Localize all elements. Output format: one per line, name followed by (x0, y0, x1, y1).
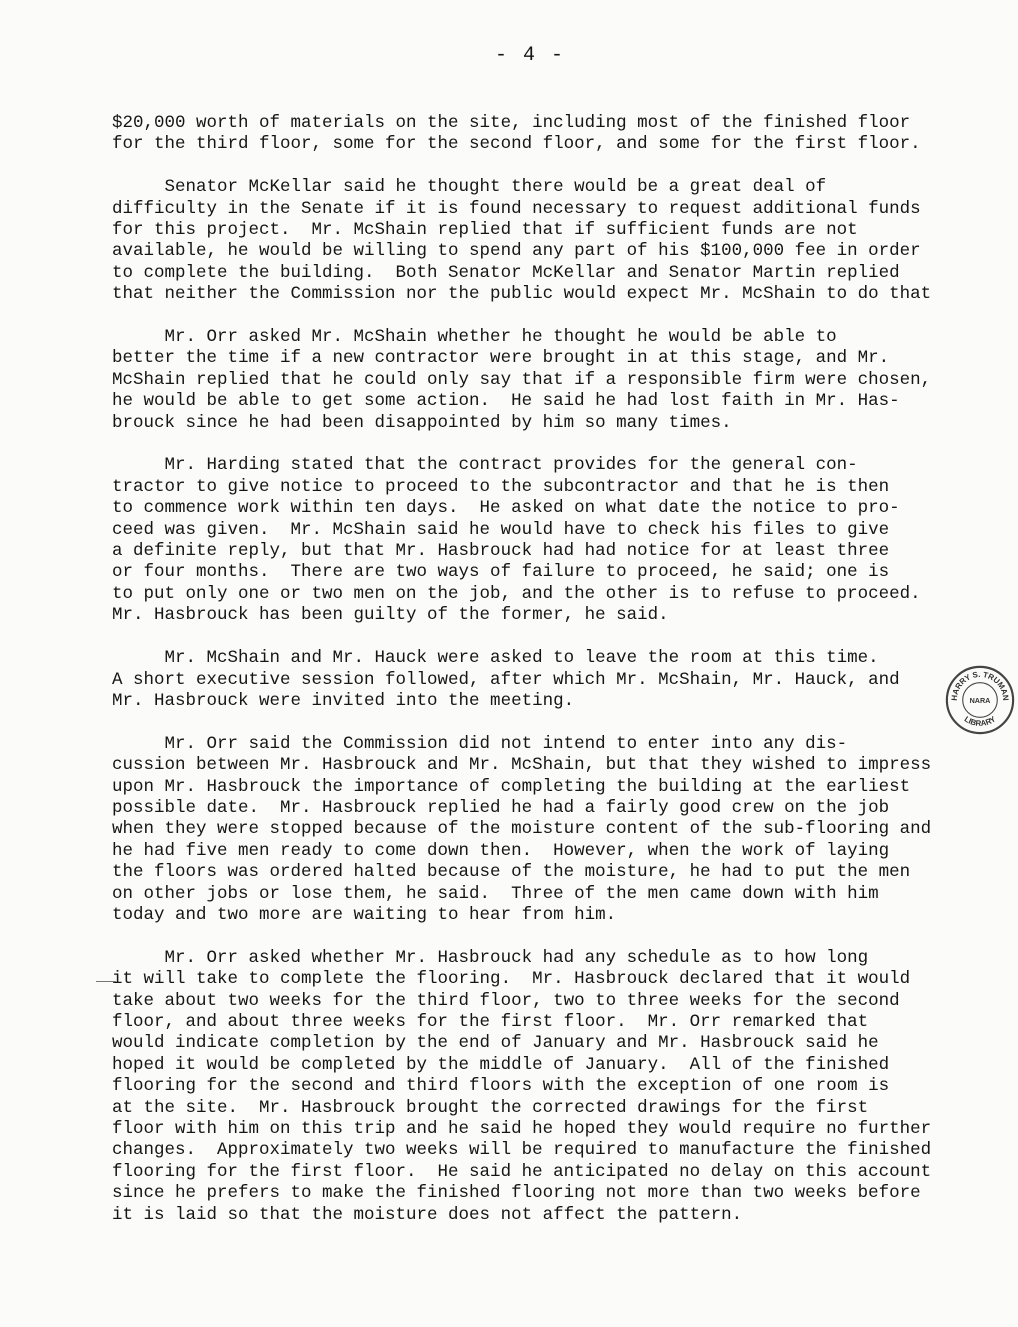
paragraph-4: Mr. Harding stated that the contract provides for the general con- tractor to give notice to proceed to the subcontractor and that he is then to commence work within ten days. He asked on what date the notice to pro- ceed was given. Mr. McShain said he would have to check his files to give a definite reply, but that Mr. Hasbrouck had had notice for at least three or four months. There are two ways of failure to proceed, he said; one is to put only one or two men on the job, and the other is to refuse to proceed. Mr. Hasbrouck has been guilty of the former, he said. (112, 455, 921, 626)
page-number: - 4 - (494, 44, 565, 67)
paragraph-1: $20,000 worth of materials on the site, including most of the finished floor for the third floor, some for the second floor, and some for the first floor. (112, 113, 921, 155)
library-stamp (944, 664, 1016, 736)
stamp-top-text: HARRY S. TRUMAN (949, 669, 1011, 702)
paragraph-2: Senator McKellar said he thought there would be a great deal of difficulty in the Senate if it is found necessary to request additional funds for this project. Mr. McShain replied that if sufficient funds are not available, he would be willing to spend any part of his $100,000 fee in order to complete the building. Both Senator McKellar and Senator Martin replied that neither the Commission nor the public would expect Mr. McShain to do that (112, 177, 932, 305)
stamp-center-text: NARA (969, 695, 991, 705)
stamp-bottom-text: LIBRARY (962, 714, 998, 729)
paragraph-3: Mr. Orr asked Mr. McShain whether he thought he would be able to better the time if a new contractor were brought in at this stage, and Mr. McShain replied that he could only say that if a responsible firm were chosen, he would be able to get some action. He said he had lost faith in Mr. Has- brouck since he had been disappointed by him so many times. (112, 327, 932, 433)
document-body (112, 113, 932, 1226)
paragraph-6: Mr. Orr said the Commission did not intend to enter into any dis- cussion between Mr. Hasbrouck and Mr. McShain, but that they wished to impress upon Mr. Hasbrouck the importance of completing the building at the earliest possible date. Mr. Hasbrouck replied he had a fairly good crew on the job when they were stopped because of the moisture content of the sub-flooring and he had five men ready to come down then. However, when the work of laying the floors was ordered halted because of the moisture, he had to put the men on other jobs or lose them, he said. Three of the men came down with him today and two more are waiting to hear from him. (112, 733, 932, 925)
paragraph-7: Mr. Orr asked whether Mr. Hasbrouck had any schedule as to how long it will take to complete the flooring. Mr. Hasbrouck declared that it would take about two weeks for the third floor, two to three weeks for the second floor, and about three weeks for the first floor. Mr. Orr remarked that would indicate completion by the end of January and Mr. Hasbrouck said he hoped it would be completed by the middle of January. All of the finished flooring for the second and third floors with the exception of one room is at the site. Mr. Hasbrouck brought the corrected drawings for the first floor with him on this trip and he said he hoped they would require no further changes. Approximately two weeks will be required to manufacture the finished flooring for the first floor. He said he anticipated no delay on this account since he prefers to make the finished flooring not more than two weeks before it is laid so that the moisture does not affect the pattern. (112, 947, 932, 1225)
margin-pencil-mark (96, 981, 116, 982)
paragraph-5: Mr. McShain and Mr. Hauck were asked to leave the room at this time. A short executive session followed, after which Mr. McShain, Mr. Hauck, and Mr. Hasbrouck were invited into the meeting. (112, 648, 900, 711)
